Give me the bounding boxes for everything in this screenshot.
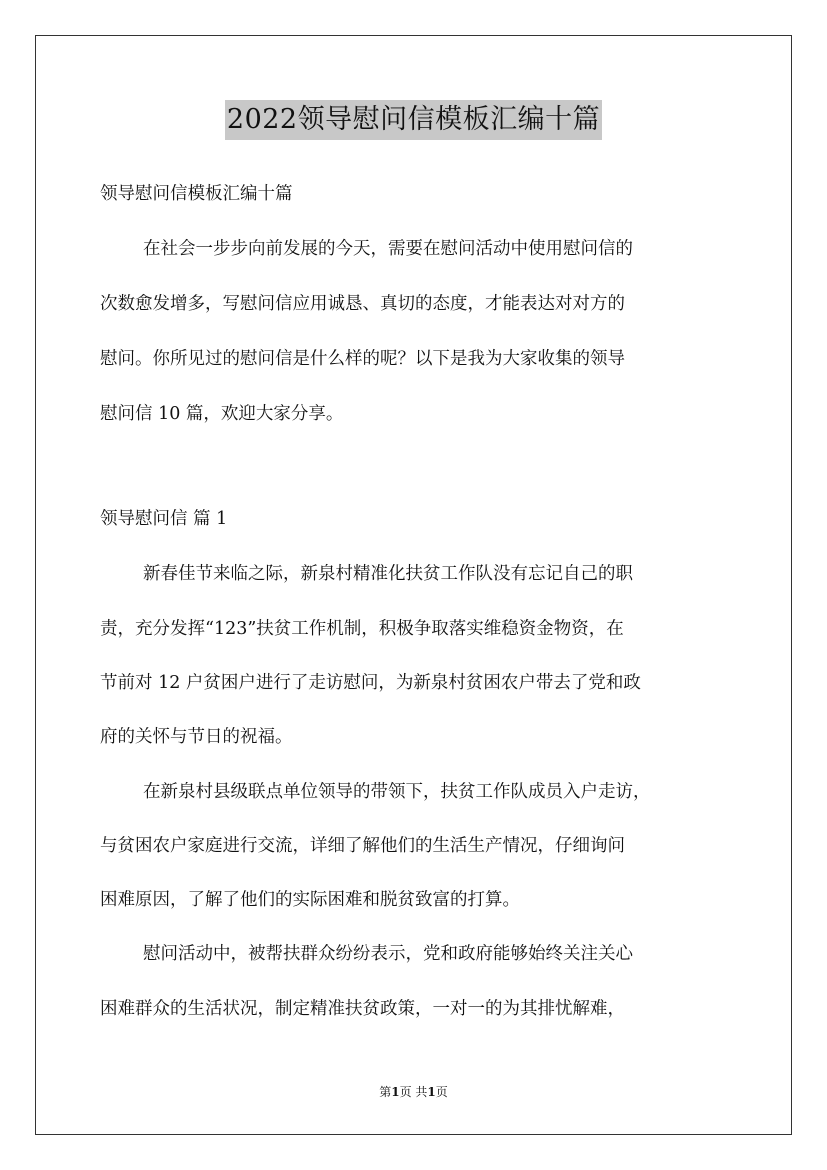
paragraph-line: 府的关怀与节日的祝福。 bbox=[100, 727, 293, 747]
intro-line: 慰问。你所见过的慰问信是什么样的呢？以下是我为大家收集的领导 bbox=[100, 349, 625, 369]
section-heading: 领导慰问信 篇 1 bbox=[100, 509, 228, 529]
title-wrap bbox=[0, 100, 827, 140]
paragraph-line: 新春佳节来临之际，新泉村精准化扶贫工作队没有忘记自己的职 bbox=[143, 564, 633, 584]
page-footer bbox=[0, 1083, 827, 1100]
paragraph-line: 困难原因，了解了他们的实际困难和脱贫致富的打算。 bbox=[100, 890, 520, 910]
footer-total-pages: 1 bbox=[427, 1085, 436, 1099]
paragraph-line: 困难群众的生活状况，制定精准扶贫政策，一对一的为其排忧解难， bbox=[100, 999, 625, 1019]
paragraph-line: 与贫困农户家庭进行交流，详细了解他们的生活生产情况，仔细询问 bbox=[100, 836, 625, 856]
document-title: 2022领导慰问信模板汇编十篇 bbox=[225, 100, 602, 140]
footer-prefix: 第 bbox=[379, 1085, 392, 1099]
paragraph-line: 在新泉村县级联点单位领导的带领下，扶贫工作队成员入户走访， bbox=[143, 782, 651, 802]
paragraph-line: 慰问活动中，被帮扶群众纷纷表示，党和政府能够始终关注关心 bbox=[143, 944, 633, 964]
intro-line: 慰问信 10 篇，欢迎大家分享。 bbox=[100, 404, 344, 424]
intro-line: 在社会一步步向前发展的今天，需要在慰问活动中使用慰问信的 bbox=[143, 239, 633, 259]
intro-line: 次数愈发增多，写慰问信应用诚恳、真切的态度，才能表达对对方的 bbox=[100, 294, 625, 314]
footer-current-page: 1 bbox=[391, 1085, 400, 1099]
footer-mid: 页 共 bbox=[399, 1085, 428, 1099]
subtitle: 领导慰问信模板汇编十篇 bbox=[100, 184, 293, 204]
paragraph-line: 责，充分发挥“123”扶贫工作机制，积极争取落实维稳资金物资，在 bbox=[100, 619, 624, 639]
paragraph-line: 节前对 12 户贫困户进行了走访慰问，为新泉村贫困农户带去了党和政 bbox=[100, 673, 641, 693]
footer-suffix: 页 bbox=[435, 1085, 448, 1099]
